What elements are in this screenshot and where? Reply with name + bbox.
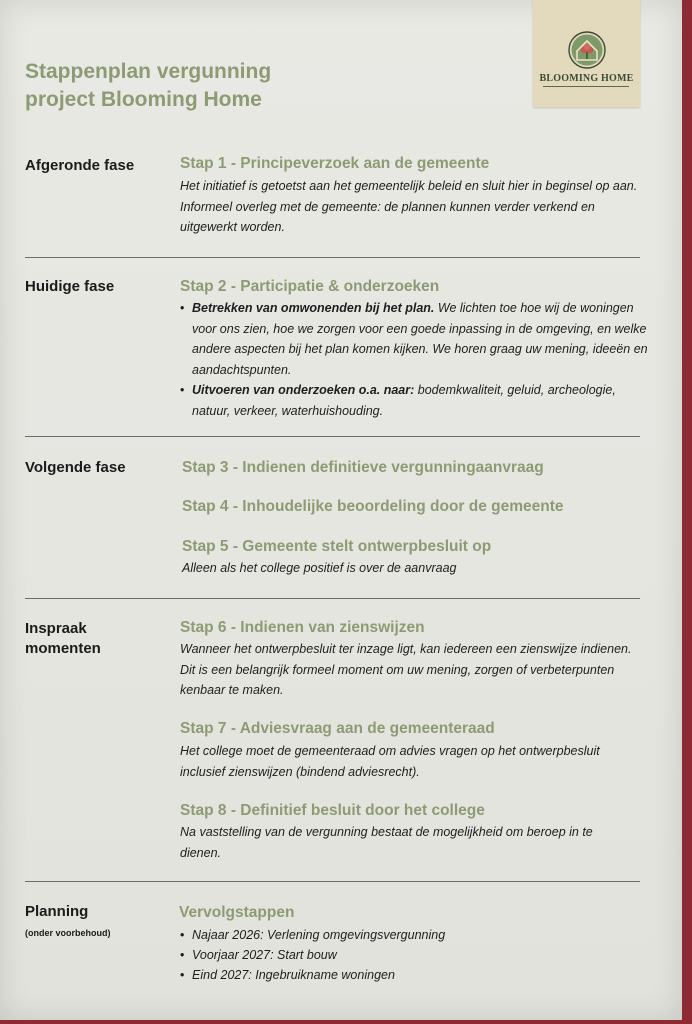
- list-item: [180, 380, 650, 421]
- bullet-icon: •: [180, 968, 185, 982]
- phase-label-line-1: Inspraak: [25, 620, 87, 637]
- phase-label-participation: [25, 619, 195, 659]
- step-3-heading: Stap 3 - Indienen definitieve vergunningaanvraag: [182, 459, 544, 476]
- section-divider: [25, 881, 640, 882]
- step-4-heading: Stap 4 - Inhoudelijke beoordeling door de gemeente: [182, 498, 564, 515]
- title-line-1: Stappenplan vergunning: [25, 60, 272, 83]
- phase-label-line-2: momenten: [25, 640, 101, 657]
- logo-text: BLOOMING HOME: [539, 73, 634, 84]
- list-item: [180, 965, 650, 985]
- planning-item: Voorjaar 2027: Start bouw: [192, 948, 337, 962]
- logo-divider: [543, 86, 629, 87]
- step-8-text: Na vaststelling van de vergunning bestaat de mogelijkheid om beroep in te dienen.: [180, 825, 593, 860]
- house-flower-icon: [567, 30, 607, 70]
- planning-item: Eind 2027: Ingebruikname woningen: [192, 968, 395, 982]
- phase-label-next: Volgende fase: [25, 459, 126, 476]
- step-1-heading: Stap 1 - Principeverzoek aan de gemeente: [180, 155, 490, 172]
- planning-list: [180, 925, 650, 985]
- phase-label-planning: Planning: [25, 903, 89, 920]
- step-6-heading: Stap 6 - Indienen van zienswijzen: [180, 619, 425, 636]
- step-2-bullet-list: [180, 298, 650, 421]
- step-5-text: Alleen als het college positief is over de aanvraag: [182, 561, 457, 575]
- planning-heading: Vervolgstappen: [179, 904, 295, 921]
- step-1-text: Het initiatief is getoetst aan het gemeentelijk beleid en sluit hier in beginsel op aan. Informeel overleg met de gemeente: de plannen kunnen verder verkend en uitgewerkt worden.: [180, 179, 638, 234]
- logo: [533, 0, 640, 107]
- bullet-icon: •: [180, 383, 185, 397]
- bullet-icon: •: [180, 948, 185, 962]
- planning-item: Najaar 2026: Verlening omgevingsvergunning: [192, 928, 446, 942]
- section-divider: [25, 436, 640, 437]
- bullet-text: We lichten toe hoe wij de woningen voor ons zien, hoe we zorgen voor een goede inpassing in de omgeving, en welke andere aspecten bij het plan komen kijken. We horen graag uw mening, ideeën en aandachtspunten.: [192, 301, 648, 377]
- section-divider: [25, 598, 640, 599]
- step-7-heading: Stap 7 - Adviesvraag aan de gemeenteraad: [180, 720, 495, 737]
- phase-sublabel: (onder voorbehoud): [25, 928, 111, 938]
- title-line-2: project Blooming Home: [25, 88, 262, 111]
- bullet-bold-text: Betrekken van omwonenden bij het plan.: [192, 301, 435, 315]
- phase-label-completed: Afgeronde fase: [25, 157, 135, 174]
- list-item: [180, 298, 650, 380]
- bullet-text: bodemkwaliteit, geluid, archeologie, natuur, verkeer, waterhuishouding.: [192, 383, 616, 418]
- bullet-bold-text: Uitvoeren van onderzoeken o.a. naar:: [192, 383, 415, 397]
- step-2-heading: Stap 2 - Participatie & onderzoeken: [180, 278, 440, 295]
- step-5-heading: Stap 5 - Gemeente stelt ontwerpbesluit op: [182, 538, 492, 555]
- section-divider: [25, 257, 640, 258]
- list-item: [180, 945, 650, 965]
- page-title: [25, 58, 271, 114]
- list-item: [180, 925, 650, 945]
- step-7-text: Het college moet de gemeenteraad om advies vragen op het ontwerpbesluit inclusief zienswijzen (bindend adviesrecht).: [180, 744, 600, 779]
- step-6-text: Wanneer het ontwerpbesluit ter inzage ligt, kan iedereen een zienswijze indienen. Dit is een belangrijk formeel moment om uw mening, zorgen of verbeterpunten kenbaar te maken.: [180, 642, 632, 697]
- bullet-icon: •: [180, 928, 185, 942]
- phase-label-current: Huidige fase: [25, 278, 115, 295]
- bullet-icon: •: [180, 301, 185, 315]
- step-8-heading: Stap 8 - Definitief besluit door het college: [180, 802, 485, 819]
